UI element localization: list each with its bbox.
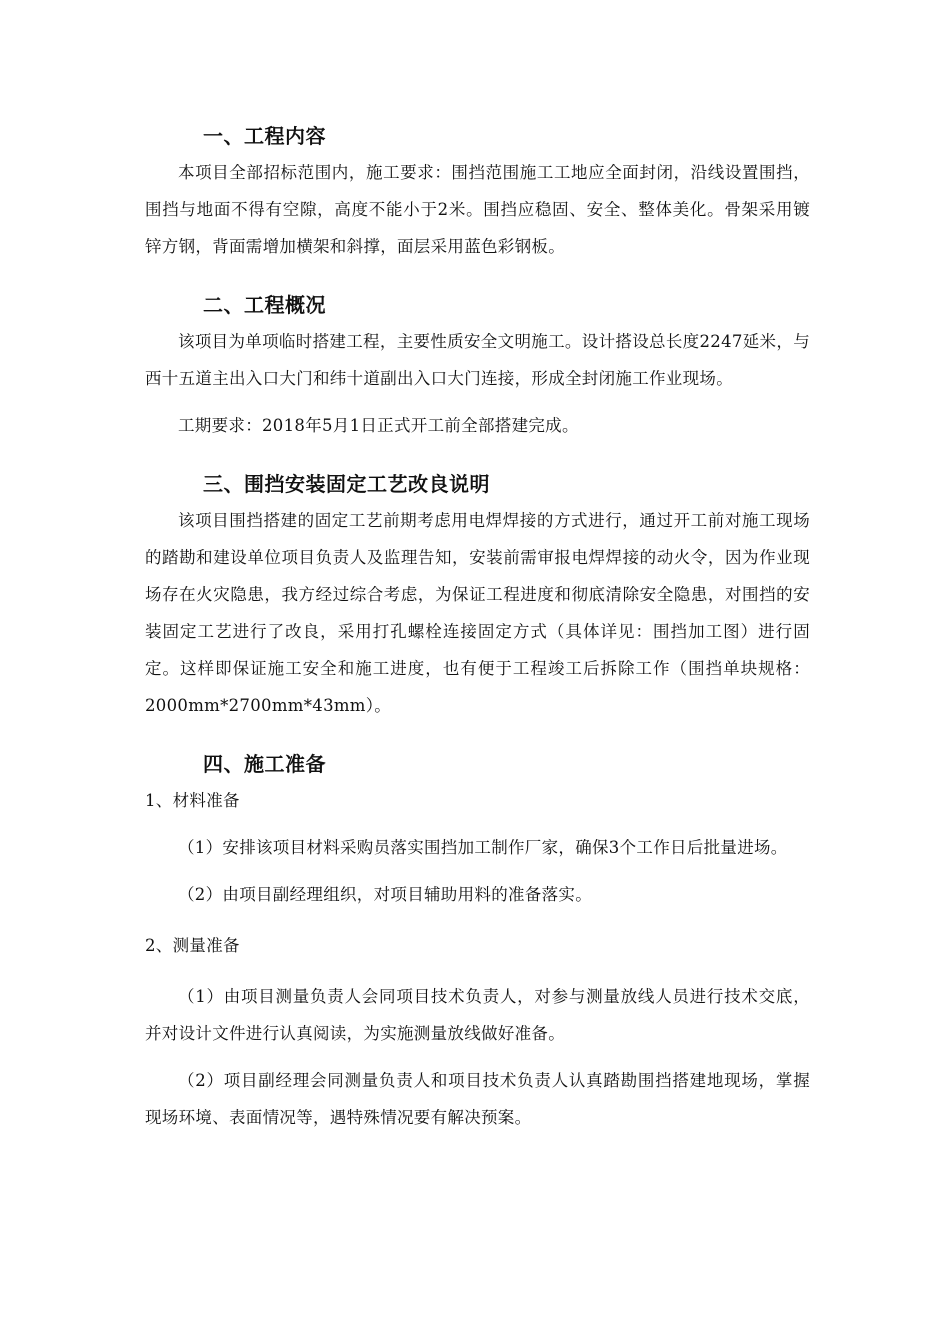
paragraph-project-overview: 该项目为单项临时搭建工程，主要性质安全文明施工。设计搭设总长度2247延米，与西十五道主出入口大门和纬十道副出入口大门连接，形成全封闭施工作业现场。 [145,332,810,388]
paragraph-process-improvement: 该项目围挡搭建的固定工艺前期考虑用电焊焊接的方式进行，通过开工前对施工现场的踏勘和建设单位项目负责人及监理告知，安装前需审报电焊焊接的动火令，因为作业现场存在火灾隐患，我方经过综合考虑，为保证工程进度和彻底清除安全隐患，对围挡的安装固定工艺进行了改良，采用打孔螺栓连接固定方式（具体详见：围挡加工图）进行固定。这样即保证施工安全和施工进度，也有便于工程竣工后拆除工作（围挡单块规格：2000mm*2700mm*43mm）。 [145,511,810,715]
list-item-materials-1: （1）安排该项目材料采购员落实围挡加工制作厂家，确保3个工作日后批量进场。 [178,838,788,857]
section-heading-construction-prep: 四、施工准备 [203,752,326,776]
list-item-survey-2: （2）项目副经理会同测量负责人和项目技术负责人认真踏勘围挡搭建地现场，掌握现场环境、表面情况等，遇特殊情况要有解决预案。 [145,1071,810,1127]
paragraph-project-content: 本项目全部招标范围内，施工要求：围挡范围施工工地应全面封闭，沿线设置围挡，围挡与地面不得有空隙，高度不能小于2米。围挡应稳固、安全、整体美化。骨架采用镀锌方钢，背面需增加横架和斜撑，面层采用蓝色彩钢板。 [145,163,810,256]
paragraph-schedule: 工期要求：2018年5月1日正式开工前全部搭建完成。 [178,416,579,435]
section-heading-process-improvement: 三、围挡安装固定工艺改良说明 [203,472,490,496]
list-item-materials-2: （2）由项目副经理组织，对项目辅助用料的准备落实。 [178,885,592,904]
subheading-survey: 2、测量准备 [145,936,240,955]
subheading-materials: 1、材料准备 [145,791,240,810]
document-body [145,118,810,1136]
section-heading-project-content: 一、工程内容 [203,124,326,148]
section-heading-project-overview: 二、工程概况 [203,293,326,317]
list-item-survey-1: （1）由项目测量负责人会同项目技术负责人，对参与测量放线人员进行技术交底，并对设计文件进行认真阅读，为实施测量放线做好准备。 [145,987,810,1043]
